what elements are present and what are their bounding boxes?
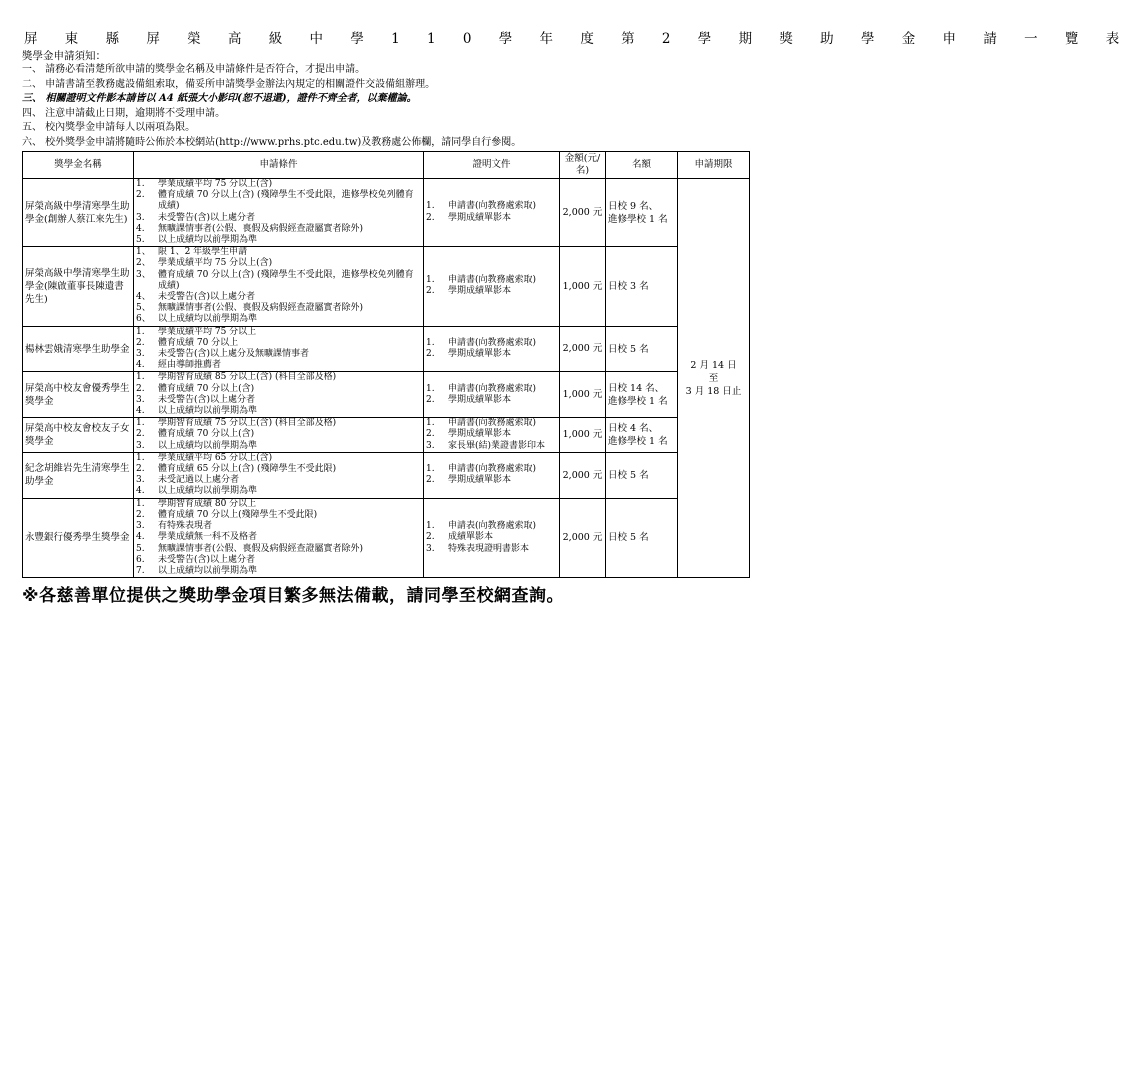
item-text: 申請書(向教務處索取) [448, 464, 537, 475]
item-number: 2. [426, 286, 435, 297]
scholarship-name: 屏榮高級中學清寒學生助學金(創辦人蔡江來先生) [23, 179, 134, 247]
item-number: 2. [426, 349, 435, 360]
list-item [426, 213, 557, 224]
amount-cell: 2,000 元 [560, 452, 606, 498]
conditions-cell [134, 498, 424, 577]
item-text: 學期成績單影本 [448, 212, 512, 223]
list-item [426, 418, 557, 429]
item-number: 5. [136, 543, 145, 554]
table-row [23, 179, 750, 247]
conditions-list [136, 499, 421, 577]
table-row [23, 498, 750, 577]
list-item [136, 499, 421, 510]
list-item [136, 384, 421, 395]
header-amount: 金額(元/名) [560, 152, 606, 179]
quota-cell: 日校 5 名 [606, 452, 678, 498]
item-number: 3. [136, 475, 145, 486]
item-number: 1. [426, 521, 435, 532]
item-number: 1. [136, 372, 145, 383]
item-text: 學期成績單影本 [448, 286, 512, 297]
item-text: 學業成績無一科不及格者 [158, 532, 258, 543]
item-text: 申請書(向教務處索取) [448, 418, 537, 429]
item-text: 未受警告(含)以上處分者 [158, 394, 256, 405]
scholarship-name: 屏榮高級中學清寒學生助學金(陳啟董事長陳遺書先生) [23, 247, 134, 326]
list-item [136, 555, 421, 566]
table-body [23, 179, 750, 578]
list-item [136, 441, 421, 452]
item-number: 3. [136, 212, 145, 223]
document-page [22, 30, 1131, 607]
item-number: 5. [136, 235, 145, 246]
conditions-cell [134, 179, 424, 247]
notice-item: 五、 校內獎學金申請每人以兩項為限。 [22, 122, 196, 133]
list-item [426, 441, 557, 452]
item-text: 以上成績均以前學期為準 [158, 565, 258, 576]
item-number: 2. [136, 190, 145, 201]
item-text: 體育成績 65 分以上(含) (殘障學生不受此限) [158, 464, 337, 475]
list-item [136, 213, 421, 224]
documents-cell [424, 372, 560, 418]
amount-cell: 1,000 元 [560, 418, 606, 453]
item-number: 1. [136, 452, 145, 463]
list-item [136, 338, 421, 349]
item-text: 以上成績均以前學期為準 [158, 406, 258, 417]
list-item [426, 286, 557, 297]
quota-cell: 日校 5 名 [606, 498, 678, 577]
item-text: 學期成績單影本 [448, 349, 512, 360]
list-item [136, 349, 421, 360]
item-number: 2. [426, 532, 435, 543]
notice-item: 四、 注意申請截止日期，逾期將不受理申請。 [22, 107, 226, 119]
documents-list [426, 464, 557, 486]
item-text: 學期成績單影本 [448, 429, 512, 440]
amount-cell: 1,000 元 [560, 372, 606, 418]
quota-cell: 日校 3 名 [606, 247, 678, 326]
notice-list [22, 63, 749, 150]
header-quota: 名額 [606, 152, 678, 179]
list-item [136, 418, 421, 429]
scholarship-name: 永豐銀行優秀學生獎學金 [23, 498, 134, 577]
header-documents: 證明文件 [424, 152, 560, 179]
list-item [136, 292, 421, 303]
item-number: 2. [136, 509, 145, 520]
item-text: 限 1、2 年級學生申請 [158, 247, 248, 258]
item-number: 3. [136, 521, 145, 532]
list-item [426, 349, 557, 360]
item-text: 學業成績平均 75 分以上(含) [158, 179, 273, 189]
item-text: 成績單影本 [448, 532, 494, 543]
documents-cell [424, 179, 560, 247]
conditions-list [136, 327, 421, 372]
item-text: 申請表(向教務處索取) [448, 521, 537, 532]
documents-list [426, 384, 557, 406]
header-name: 獎學金名稱 [23, 152, 134, 179]
amount-cell: 2,000 元 [560, 498, 606, 577]
documents-list [426, 201, 557, 223]
item-number: 2. [426, 475, 435, 486]
item-number: 3. [426, 543, 435, 554]
list-item [426, 384, 557, 395]
list-item [426, 464, 557, 475]
item-number: 3. [136, 349, 145, 360]
item-text: 無曠課情事者(公假、喪假及病假經查證屬實者除外) [158, 543, 364, 554]
conditions-list [136, 418, 421, 452]
item-number: 1、 [136, 247, 151, 258]
item-text: 家長畢(結)業證書影印本 [448, 440, 546, 451]
item-text: 申請書(向教務處索取) [448, 337, 537, 348]
item-number: 2. [136, 429, 145, 440]
list-item [136, 566, 421, 577]
item-number: 1. [136, 498, 145, 509]
list-item [136, 247, 421, 258]
item-number: 2. [426, 212, 435, 223]
scholarship-table [22, 151, 750, 578]
item-number: 7. [136, 565, 145, 576]
item-number: 3. [426, 440, 435, 451]
page-title: 屏 東 縣 屏 榮 高 級 中 學 1 1 0 學 年 度 第 2 學 期 獎 助 學 金 申 請 一 覽 表 [24, 31, 1131, 47]
header-deadline: 申請期限 [678, 152, 750, 179]
item-text: 特殊表現證明書影本 [448, 543, 530, 554]
item-text: 以上成績均以前學期為準 [158, 486, 258, 497]
list-item [136, 406, 421, 417]
item-number: 1. [426, 275, 435, 286]
documents-cell [424, 326, 560, 372]
notice-item: 三、 相關證明文件影本請皆以 A4 紙張大小影印(恕不退還)，證件不齊全者，以棄權論。 [22, 93, 417, 104]
quota-cell: 日校 9 名、 進修學校 1 名 [606, 179, 678, 247]
list-item [136, 453, 421, 464]
scholarship-name: 紀念胡維岩先生清寒學生助學金 [23, 452, 134, 498]
item-number: 1. [136, 326, 145, 337]
item-number: 6. [136, 554, 145, 565]
item-number: 1. [426, 418, 435, 429]
item-number: 2. [136, 383, 145, 394]
list-item [136, 395, 421, 406]
item-text: 無曠課情事者(公假、喪假及病假經查證屬實者除外) [158, 223, 364, 234]
item-text: 體育成績 70 分以上(含) [158, 429, 255, 440]
item-number: 1. [426, 201, 435, 212]
conditions-list [136, 453, 421, 498]
conditions-list [136, 372, 421, 417]
amount-cell: 2,000 元 [560, 326, 606, 372]
list-item [136, 314, 421, 325]
item-number: 1. [426, 464, 435, 475]
item-number: 4. [136, 406, 145, 417]
item-number: 4、 [136, 292, 151, 303]
item-text: 未受警告(含)以上處分及無曠課情事者 [158, 349, 310, 360]
table-row [23, 418, 750, 453]
list-item [136, 532, 421, 543]
documents-cell [424, 418, 560, 453]
item-text: 經由導師推薦者 [158, 360, 222, 371]
list-item [136, 510, 421, 521]
item-number: 1. [426, 383, 435, 394]
list-item [136, 224, 421, 235]
list-item [426, 275, 557, 286]
notice-item: 一、 請務必看清楚所欲申請的獎學金名稱及申請條件是否符合，才提出申請。 [22, 64, 366, 75]
documents-cell [424, 452, 560, 498]
list-item [136, 360, 421, 371]
scholarship-name: 楊林雲娥清寒學生助學金 [23, 326, 134, 372]
list-item [136, 235, 421, 246]
amount-cell: 1,000 元 [560, 247, 606, 326]
item-number: 2、 [136, 258, 151, 269]
list-item [136, 327, 421, 338]
item-number: 6、 [136, 314, 151, 325]
quota-cell: 日校 5 名 [606, 326, 678, 372]
footer-note: ※各慈善單位提供之獎助學金項目繁多無法備載，請同學至校網查詢。 [22, 586, 565, 607]
scholarship-name: 屏榮高中校友會優秀學生獎學金 [23, 372, 134, 418]
item-text: 未受警告(含)以上處分者 [158, 292, 256, 303]
list-item [136, 475, 421, 486]
documents-list [426, 275, 557, 297]
item-text: 學期成績單影本 [448, 475, 512, 486]
item-text: 申請書(向教務處索取) [448, 275, 537, 286]
table-row [23, 372, 750, 418]
item-number: 1. [136, 418, 145, 429]
item-text: 體育成績 70 分以上(含) [158, 383, 255, 394]
item-text: 學期成績單影本 [448, 394, 512, 405]
amount-cell: 2,000 元 [560, 179, 606, 247]
list-item [426, 201, 557, 212]
item-number: 4. [136, 223, 145, 234]
quota-cell: 日校 4 名、 進修學校 1 名 [606, 418, 678, 453]
item-text: 無曠課情事者(公假、喪假及病假經查證屬實者除外) [158, 303, 364, 314]
item-text: 以上成績均以前學期為準 [158, 235, 258, 246]
item-text: 申請書(向教務處索取) [448, 383, 537, 394]
table-header-row [23, 152, 750, 179]
item-number: 2. [136, 464, 145, 475]
deadline-cell: 2 月 14 日 至 3 月 18 日止 [678, 179, 750, 578]
item-number: 2. [426, 429, 435, 440]
list-item [426, 429, 557, 440]
item-number: 3. [136, 394, 145, 405]
item-text: 體育成績 70 分以上(殘障學生不受此限) [158, 509, 318, 520]
item-text: 學期智育成績 80 分以上 [158, 498, 257, 509]
item-number: 3、 [136, 269, 151, 280]
list-item [136, 372, 421, 383]
list-item [136, 521, 421, 532]
table-row [23, 326, 750, 372]
documents-cell [424, 498, 560, 577]
list-item [426, 544, 557, 555]
item-text: 未受警告(含)以上處分者 [158, 554, 256, 565]
conditions-cell [134, 418, 424, 453]
list-item [136, 464, 421, 475]
item-number: 4. [136, 532, 145, 543]
documents-list [426, 418, 557, 452]
list-item [426, 532, 557, 543]
item-text: 體育成績 70 分以上(含) (殘障學生不受此限，進修學校免列體育成績) [158, 269, 414, 291]
item-text: 學業成績平均 65 分以上(含) [158, 452, 273, 463]
notice-item: 六、 校外獎學金申請將隨時公佈於本校網站(http://www.prhs.ptc.edu.tw)及教務處公佈欄，請同學自行參閱。 [22, 136, 522, 148]
item-number: 2. [426, 394, 435, 405]
item-text: 體育成績 70 分以上 [158, 337, 239, 348]
conditions-list [136, 179, 421, 246]
list-item [426, 338, 557, 349]
item-number: 4. [136, 486, 145, 497]
list-item [136, 486, 421, 497]
list-item [136, 303, 421, 314]
list-item [136, 270, 421, 292]
item-number: 3. [136, 440, 145, 451]
scholarship-name: 屏榮高中校友會校友子女獎學金 [23, 418, 134, 453]
list-item [136, 544, 421, 555]
item-text: 學期智育成績 85 分以上(含) (科目全部及格) [158, 372, 337, 383]
quota-cell: 日校 14 名、 進修學校 1 名 [606, 372, 678, 418]
item-text: 體育成績 70 分以上(含) (殘障學生不受此限，進修學校免列體育成績) [158, 190, 414, 212]
conditions-list [136, 247, 421, 325]
list-item [136, 429, 421, 440]
item-number: 1. [426, 337, 435, 348]
documents-list [426, 521, 557, 555]
list-item [136, 179, 421, 190]
table-row [23, 247, 750, 326]
documents-cell [424, 247, 560, 326]
item-number: 4. [136, 360, 145, 371]
item-number: 2. [136, 337, 145, 348]
conditions-cell [134, 326, 424, 372]
list-item [426, 521, 557, 532]
header-conditions: 申請條件 [134, 152, 424, 179]
list-item [136, 190, 421, 212]
conditions-cell [134, 372, 424, 418]
conditions-cell [134, 247, 424, 326]
item-text: 有特殊表現者 [158, 521, 213, 532]
item-text: 未受記過以上處分者 [158, 475, 240, 486]
item-number: 1. [136, 179, 145, 189]
conditions-cell [134, 452, 424, 498]
item-text: 學業成績平均 75 分以上 [158, 326, 257, 337]
notice-heading: 獎學金申請須知： [22, 50, 106, 62]
item-text: 學業成績平均 75 分以上(含) [158, 258, 273, 269]
item-number: 5、 [136, 303, 151, 314]
item-text: 未受警告(含)以上處分者 [158, 212, 256, 223]
item-text: 申請書(向教務處索取) [448, 201, 537, 212]
notice-item: 二、 申請書請至教務處設備組索取，備妥所申請獎學金辦法內規定的相關證件交設備組辦理。 [22, 78, 436, 90]
item-text: 學期智育成績 75 分以上(含) (科目全部及格) [158, 418, 337, 429]
item-text: 以上成績均以前學期為準 [158, 440, 258, 451]
list-item [426, 475, 557, 486]
documents-list [426, 338, 557, 360]
list-item [136, 258, 421, 269]
item-text: 以上成績均以前學期為準 [158, 314, 258, 325]
list-item [426, 395, 557, 406]
table-row [23, 452, 750, 498]
